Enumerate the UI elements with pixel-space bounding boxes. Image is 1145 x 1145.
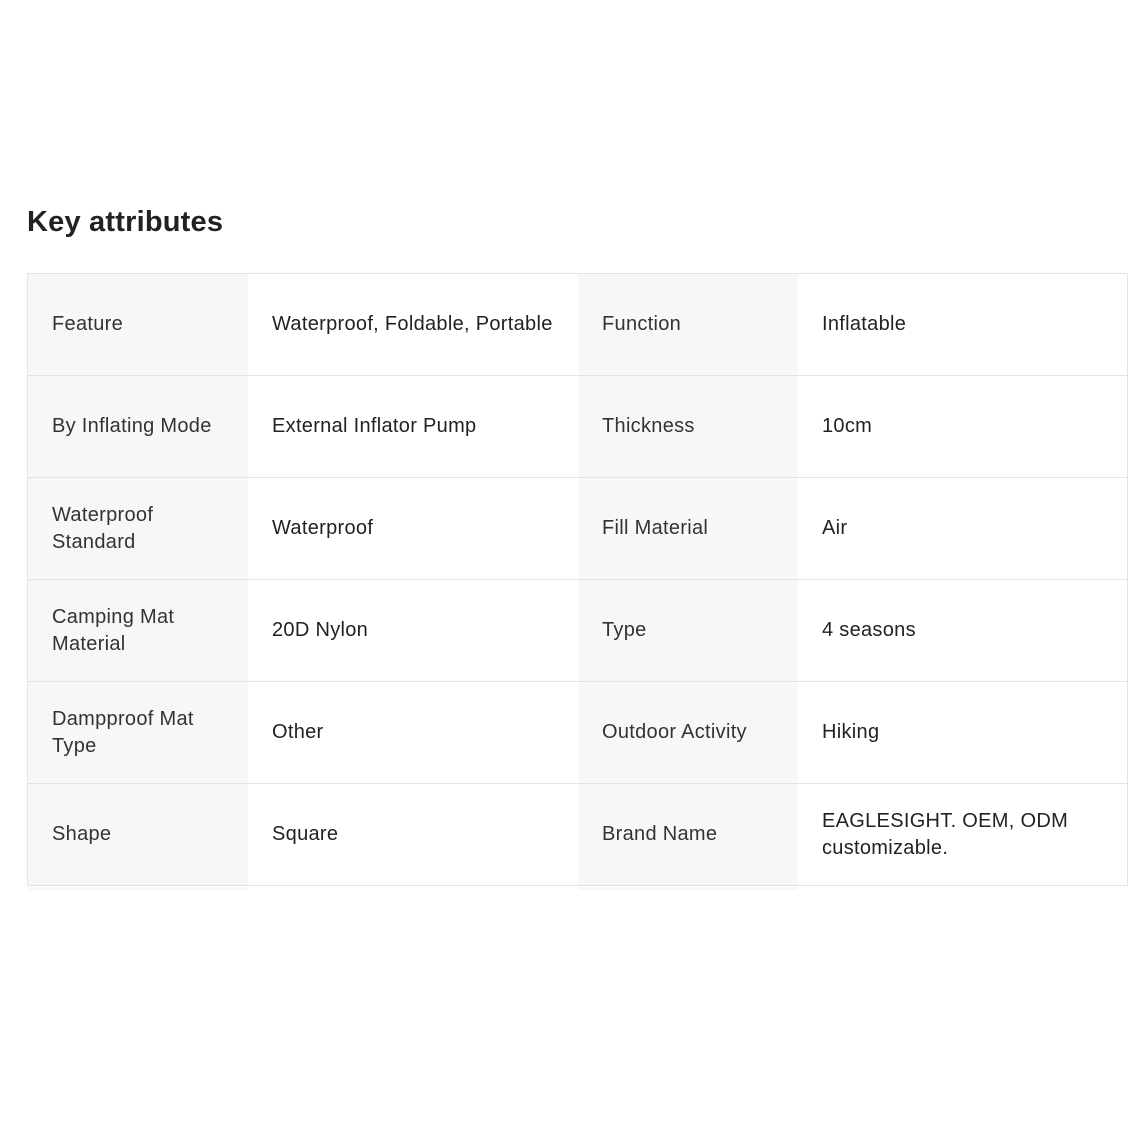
attribute-value: Waterproof [248,478,578,579]
attribute-label: Feature [28,274,248,375]
attribute-label: Dampproof Mat Type [28,682,248,783]
table-bottom-edge [28,887,1129,890]
attribute-value: Hiking [798,682,1127,783]
table-row [28,580,1127,682]
attributes-table [27,273,1128,886]
attribute-value: 4 seasons [798,580,1127,681]
key-attributes-section [27,200,1128,859]
attribute-value: Air [798,478,1127,579]
attribute-value: External Inflator Pump [248,376,578,477]
attribute-label: Type [578,580,798,681]
attribute-value: Other [248,682,578,783]
attribute-label: Fill Material [578,478,798,579]
table-row [28,274,1127,376]
attribute-value: EAGLESIGHT. OEM, ODM customizable. [798,784,1127,885]
table-row [28,682,1127,784]
attribute-value: Waterproof, Foldable, Portable [248,274,578,375]
table-row [28,376,1127,478]
attribute-label: Shape [28,784,248,885]
table-row [28,784,1127,886]
attribute-value: Square [248,784,578,885]
attribute-label: Outdoor Activity [578,682,798,783]
attribute-label: Brand Name [578,784,798,885]
attribute-label: By Inflating Mode [28,376,248,477]
attribute-label: Thickness [578,376,798,477]
attribute-label: Camping Mat Material [28,580,248,681]
attribute-value: 10cm [798,376,1127,477]
attribute-value: 20D Nylon [248,580,578,681]
attribute-label: Waterproof Standard [28,478,248,579]
table-row [28,478,1127,580]
section-title: Key attributes [27,206,224,238]
attribute-label: Function [578,274,798,375]
attribute-value: Inflatable [798,274,1127,375]
